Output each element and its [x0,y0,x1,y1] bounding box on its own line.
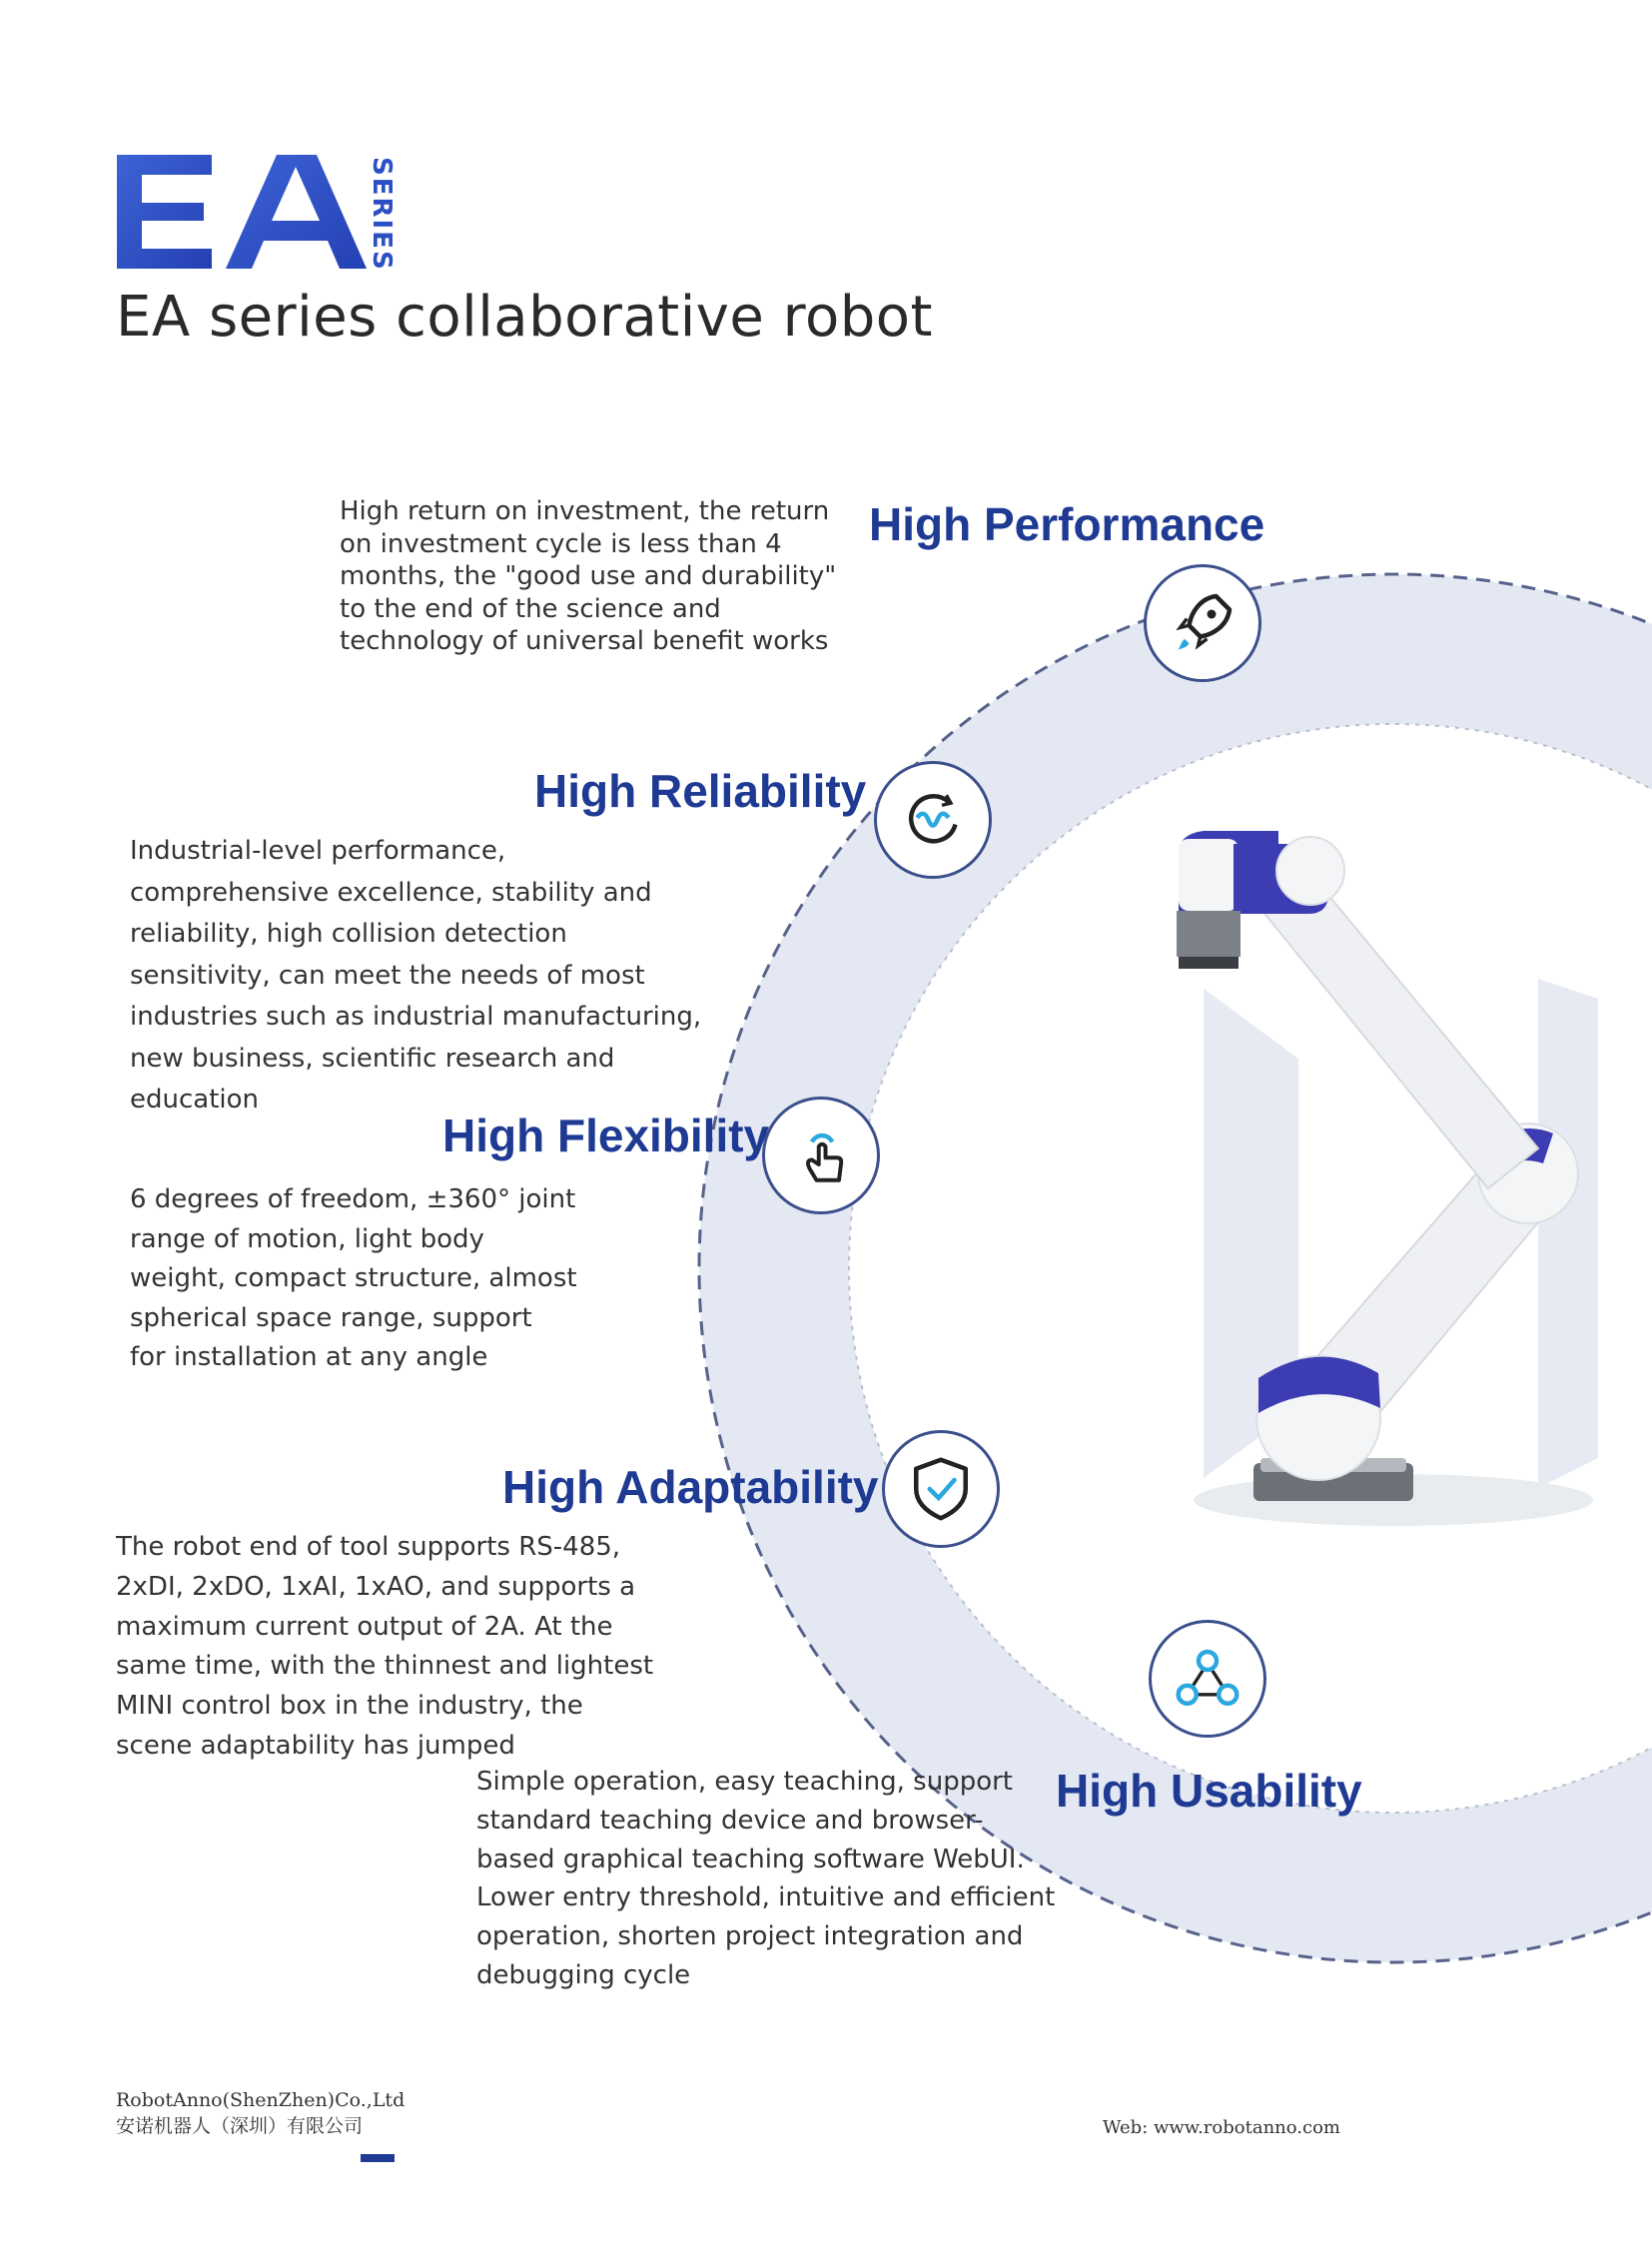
footer-accent-bar [361,2154,395,2162]
text-high-usability: Simple operation, easy teaching, support standard teaching device and browser- based graphical teaching software WebUI. Lower entry threshold, intuitive and efficient operation, shorten project integration and debugging cycle [476,1767,1056,1990]
shield-check-icon [882,1430,1000,1548]
heading-high-performance: High Performance [869,498,1265,550]
heading-high-flexibility: High Flexibility [442,1110,770,1161]
text-high-performance: High return on investment, the return on investment cycle is less than 4 months, the "good use and durability" to the end of the science and technology of universal benefit works [340,496,837,656]
footer-company-en: RobotAnno(ShenZhen)Co.,Ltd [116,2089,406,2111]
heading-high-adaptability: High Adaptability [502,1461,879,1513]
text-high-adaptability: The robot end of tool supports RS-485, 2xDI, 2xDO, 1xAI, 1xAO, and supports a maximum current output of 2A. At the same time, with the thinnest and lightest MINI control box in the industry, the scene adaptability has jumped [116,1532,654,1761]
robot-arm-image [1149,819,1628,1538]
text-high-reliability: Industrial-level performance, comprehensive excellence, stability and reliability, high collision detection sensitivity, can meet the needs of most industries such as industrial manufacturing, new business, scientific research and education [130,836,702,1115]
rocket-icon [1144,564,1261,682]
heading-high-usability: High Usability [1056,1765,1362,1817]
text-high-flexibility: 6 degrees of freedom, ±360° joint range of motion, light body weight, compact structure, almost spherical space range, support for installation at any angle [130,1184,577,1372]
touch-hand-icon [762,1097,880,1214]
svg-text:SERIES: SERIES [367,157,397,272]
footer-company-cn: 安诺机器人（深圳）有限公司 [116,2115,364,2137]
footer-website: Web: www.robotanno.com [1103,2117,1340,2138]
heading-high-reliability: High Reliability [534,765,867,817]
share-network-icon [1149,1620,1266,1738]
page-title: EA series collaborative robot [116,285,933,350]
reliability-icon [874,761,992,879]
